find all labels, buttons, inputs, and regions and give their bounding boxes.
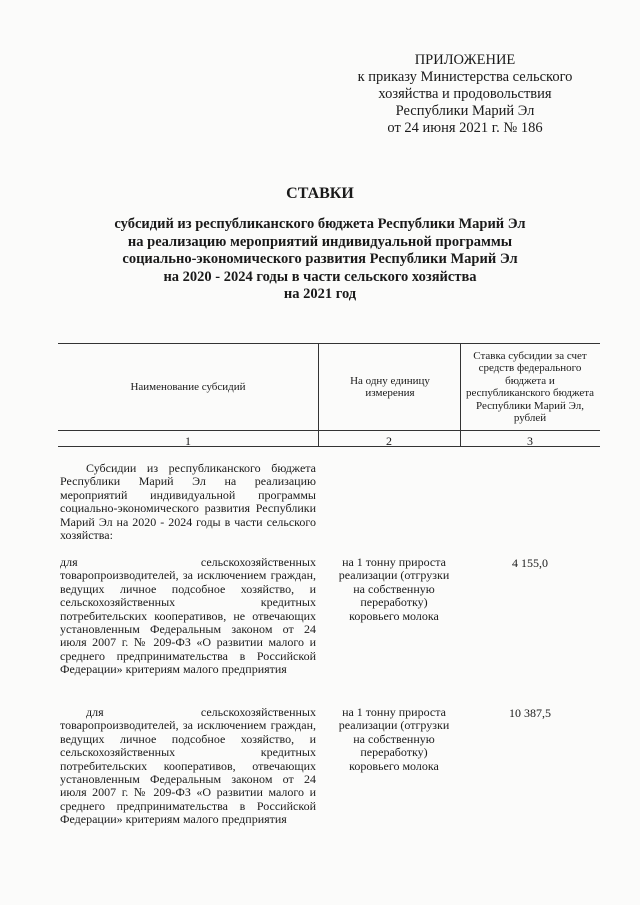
subtitle-line: социально-экономического развития Республики Марий Эл [122,251,518,267]
column-number: 1 [185,434,191,448]
subtitle-line: субсидий из республиканского бюджета Республики Марий Эл [114,216,526,232]
appendix-line: к приказу Министерства сельского [357,69,573,85]
column-header-rate: Ставка субсидии за счет средств федерального бюджета и республиканского бюджета Республики Марий Эл, рублей [465,349,595,424]
subsidy-name: для сельскохозяйственных товаропроизводителей, за исключением граждан, ведущих личное подсобное хозяйство, и сельскохозяйственных кредитных потребительских кооперативов, отвечающих установленным Федеральным законом от 24 июля 2007 г. № 209-ФЗ «О развитии малого и среднего предпринимательства в Российской Федерации» критериям малого предприятия [60,705,316,827]
appendix-header [330,52,600,137]
subtitle-line: на 2021 год [283,286,357,302]
appendix-line: ПРИЛОЖЕНИЕ [414,52,516,68]
column-header-name: Наименование субсидий [130,380,246,393]
column-number: 2 [386,434,392,448]
column-number: 3 [527,434,533,448]
subtitle-line: на реализацию мероприятий индивидуальной программы [127,233,513,250]
subtitle-line: на 2020 - 2024 годы в части сельского хозяйства [163,268,477,285]
table-header-border [58,430,600,431]
subsidy-unit: на 1 тонну прироста реализации (отгрузки на собственную переработку) коровьего молока [338,705,450,773]
subsidy-name: для сельскохозяйственных товаропроизводителей, за исключением граждан, ведущих личное подсобное хозяйство, и сельскохозяйственных кредитных потребительских кооперативов, не отвечающих установленным Федеральным законом от 24 июля 2007 г. № 209-ФЗ «О развитии малого и среднего предпринимательства в Российской Федерации» критериям малого предприятия [60,555,316,677]
column-divider [460,343,461,447]
subsidy-rate: 4 155,0 [512,556,548,570]
column-divider [318,343,319,447]
appendix-line: Республики Марий Эл [395,103,535,119]
column-header-unit: На одну единицу измерения [350,374,430,399]
subsidy-intro: Субсидии из республиканского бюджета Республики Марий Эл на реализацию мероприятий индивидуальной программы социально-экономического развития Республики Марий Эл на 2020 - 2024 годы в части сельского хозяйства: [60,461,316,543]
document-title: СТАВКИ [286,185,354,202]
subsidy-rate: 10 387,5 [509,706,551,720]
document-subtitle [60,216,580,304]
appendix-line: хозяйства и продовольствия [378,86,552,102]
appendix-line: от 24 июня 2021 г. № 186 [387,120,543,136]
subsidy-unit: на 1 тонну прироста реализации (отгрузки на собственную переработку) коровьего молока [338,555,450,623]
